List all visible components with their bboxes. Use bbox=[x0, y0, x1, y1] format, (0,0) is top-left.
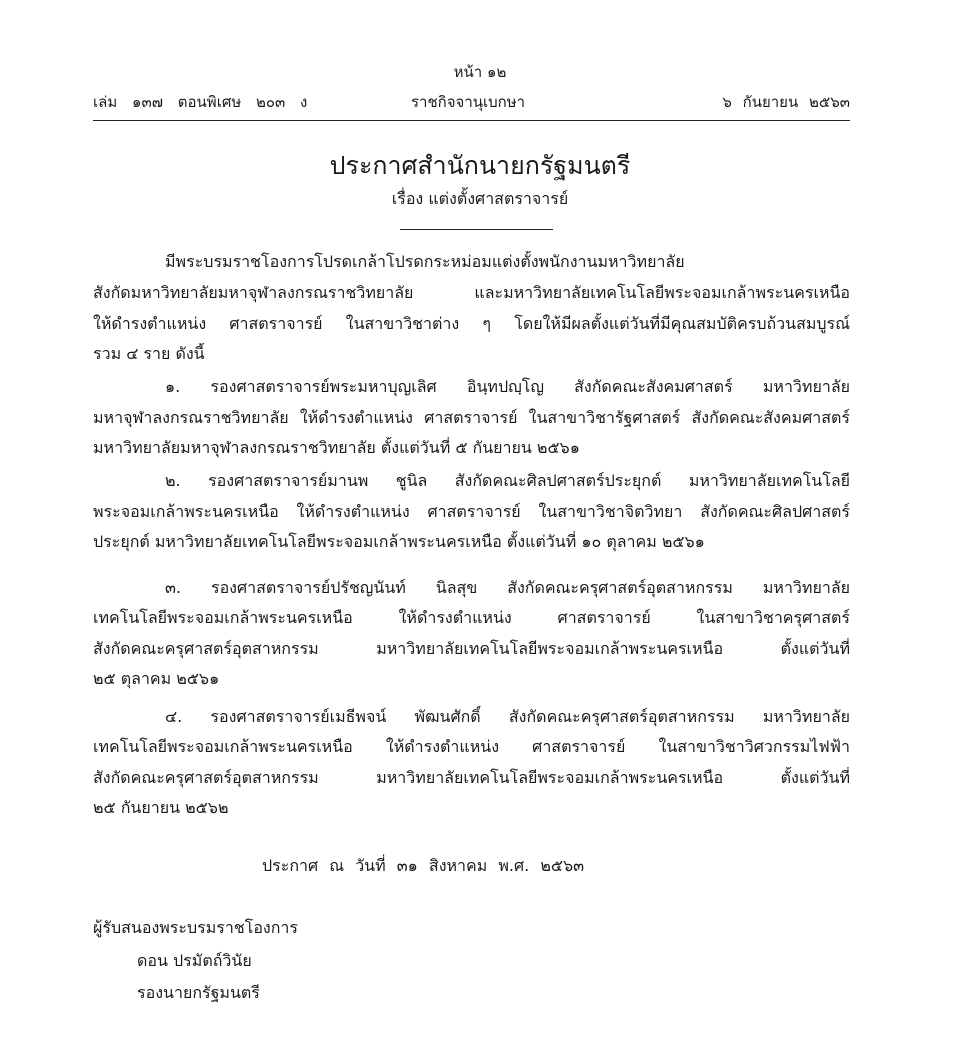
preamble-line: รวม ๔ ราย ดังนี้ bbox=[93, 344, 205, 363]
signatory-name: ดอน ปรมัตถ์วินัย bbox=[137, 951, 252, 970]
appointment-line: สังกัดคณะครุศาสตร์อุตสาหกรรม มหาวิทยาลัยเทคโนโลยีพระจอมเกล้าพระนครเหนือ ตั้งแต่วันที่ bbox=[93, 768, 850, 787]
signatory-position: รองนายกรัฐมนตรี bbox=[137, 983, 260, 1002]
preamble-line: ให้ดำรงตำแหน่ง ศาสตราจารย์ ในสาขาวิชาต่าง ๆ โดยให้มีผลตั้งแต่วันที่มีคุณสมบัติครบถ้วนสมบูรณ์ bbox=[93, 314, 850, 333]
appointment-line: มหาจุฬาลงกรณราชวิทยาลัย ให้ดำรงตำแหน่ง ศาสตราจารย์ ในสาขาวิชารัฐศาสตร์ สังกัดคณะสังคมศาสตร์ bbox=[93, 408, 850, 427]
appointment-line: ๔. รองศาสตราจารย์เมธีพจน์ พัฒนศักดิ์ สังกัดคณะครุศาสตร์อุตสาหกรรม มหาวิทยาลัย bbox=[165, 707, 850, 726]
appointment-line: สังกัดคณะครุศาสตร์อุตสาหกรรม มหาวิทยาลัยเทคโนโลยีพระจอมเกล้าพระนครเหนือ ตั้งแต่วันที่ bbox=[93, 639, 850, 658]
document-title: ประกาศสำนักนายกรัฐมนตรี bbox=[329, 151, 631, 180]
appointment-line: เทคโนโลยีพระจอมเกล้าพระนครเหนือ ให้ดำรงตำแหน่ง ศาสตราจารย์ ในสาขาวิชาวิศวกรรมไฟฟ้า bbox=[93, 737, 850, 756]
preamble-line: สังกัดมหาวิทยาลัยมหาจุฬาลงกรณราชวิทยาลัย และมหาวิทยาลัยเทคโนโลยีพระจอมเกล้าพระนครเหนือ bbox=[93, 283, 850, 302]
page-number: หน้า ๑๒ bbox=[453, 63, 507, 81]
preamble-line: มีพระบรมราชโองการโปรดเกล้าโปรดกระหม่อมแต่งตั้งพนักงานมหาวิทยาลัย bbox=[165, 252, 685, 271]
countersign-label: ผู้รับสนองพระบรมราชโองการ bbox=[93, 918, 298, 937]
gazette-header bbox=[93, 92, 850, 114]
appointment-line: ๒. รองศาสตราจารย์มานพ ชูนิล สังกัดคณะศิลปศาสตร์ประยุกต์ มหาวิทยาลัยเทคโนโลยี bbox=[165, 471, 850, 490]
title-divider bbox=[400, 229, 553, 230]
appointment-line: ๑. รองศาสตราจารย์พระมหาบุญเลิศ อินฺทปญฺโญ สังกัดคณะสังคมศาสตร์ มหาวิทยาลัย bbox=[165, 377, 850, 396]
publication-name: ราชกิจจานุเบกษา bbox=[411, 93, 526, 111]
appointment-line: เทคโนโลยีพระจอมเกล้าพระนครเหนือ ให้ดำรงตำแหน่ง ศาสตราจารย์ ในสาขาวิชาครุศาสตร์ bbox=[93, 608, 850, 627]
appointment-line: ประยุกต์ มหาวิทยาลัยเทคโนโลยีพระจอมเกล้าพระนครเหนือ ตั้งแต่วันที่ ๑๐ ตุลาคม ๒๕๖๑ bbox=[93, 532, 705, 551]
appointment-line: ๒๕ กันยายน ๒๕๖๒ bbox=[93, 798, 229, 817]
appointment-line: มหาวิทยาลัยมหาจุฬาลงกรณราชวิทยาลัย ตั้งแต่วันที่ ๕ กันยายน ๒๕๖๑ bbox=[93, 438, 580, 457]
appointment-line: ๓. รองศาสตราจารย์ปรัชญนันท์ นิลสุข สังกัดคณะครุศาสตร์อุตสาหกรรม มหาวิทยาลัย bbox=[165, 578, 850, 597]
header-divider bbox=[93, 120, 850, 121]
appointment-line: ๒๕ ตุลาคม ๒๕๖๑ bbox=[93, 669, 220, 688]
announcement-date: ประกาศ ณ วันที่ ๓๑ สิงหาคม พ.ศ. ๒๕๖๓ bbox=[262, 856, 585, 875]
publication-date: ๖ กันยายน ๒๕๖๓ bbox=[722, 93, 850, 111]
appointment-line: พระจอมเกล้าพระนครเหนือ ให้ดำรงตำแหน่ง ศาสตราจารย์ ในสาขาวิชาจิตวิทยา สังกัดคณะศิลปศาสตร์ bbox=[93, 502, 850, 521]
volume-issue: เล่ม ๑๓๗ ตอนพิเศษ ๒๐๓ ง bbox=[93, 93, 308, 111]
document-subject: เรื่อง แต่งตั้งศาสตราจารย์ bbox=[391, 189, 569, 208]
